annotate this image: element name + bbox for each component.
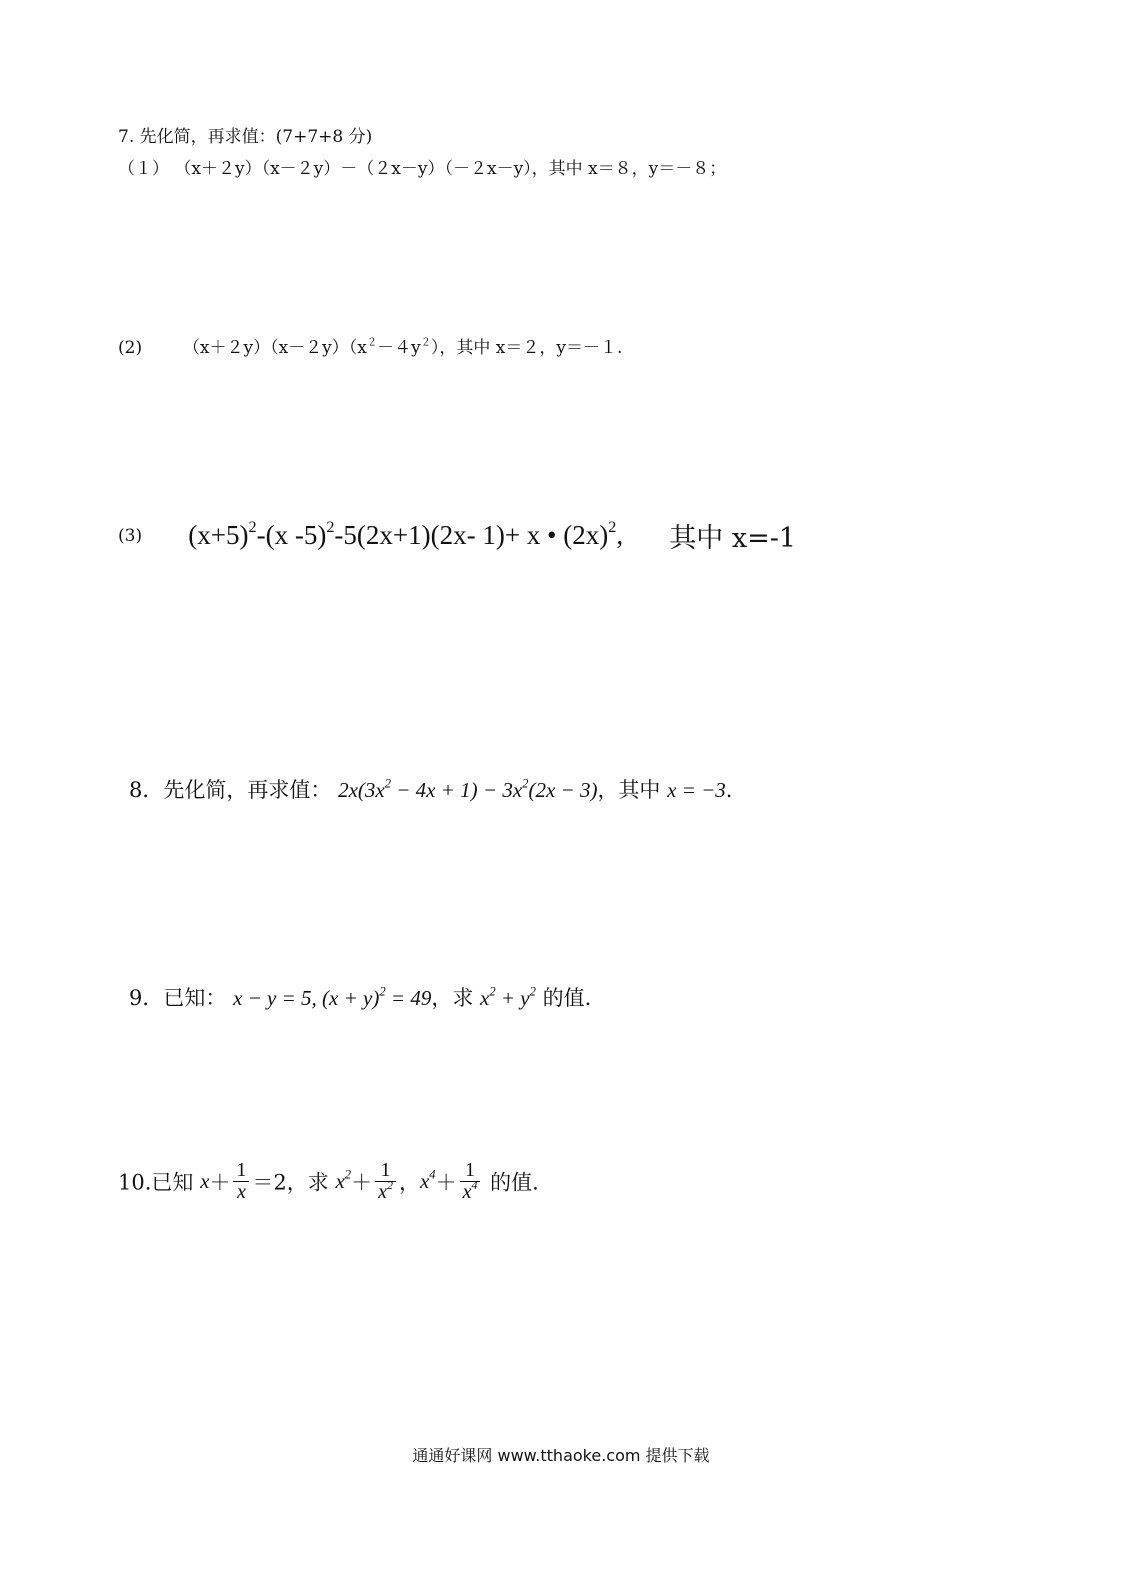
q10-plus1: ＋	[209, 1170, 231, 1195]
q7-part2-mid: －４y	[377, 338, 421, 358]
q10-line	[118, 1160, 539, 1203]
q9-mid: ，求	[431, 986, 481, 1010]
q8-line	[129, 774, 732, 804]
q9-given: x − y = 5, $(x + y)^2 = 49$	[233, 984, 432, 1010]
q9-end: 的值.	[535, 986, 592, 1010]
q7-part2-sup2: ２	[420, 337, 431, 349]
q8-mid: ，其中	[597, 778, 668, 802]
q7-part2-end: ），其中 x＝２，y＝－１.	[430, 338, 623, 358]
q7-part2-number: (2)	[118, 338, 143, 358]
q9-prefix: 9．已知：	[129, 986, 227, 1010]
q10-x1: x	[200, 1169, 210, 1193]
q10-plus2: ＋	[351, 1170, 373, 1195]
q10-fraction-1-over-x2: $\frac{1}{x^2}$	[375, 1160, 396, 1203]
q7-part3	[118, 516, 796, 555]
q7-part1: （１） （x＋２y）（x－２y）－（２x－y）（－２x－y），其中 x＝８，y＝－８；	[118, 159, 727, 179]
q10-sep: ，	[398, 1170, 420, 1195]
q7-part2-expr: （x＋２y）（x－２y）（x	[182, 338, 367, 358]
q10-fraction-1-over-x: $\frac{1}{x}$	[233, 1160, 249, 1203]
q7-part2	[118, 333, 622, 358]
q7-part3-expr: $(x+5)^2-(x$ -5)$^2$-5(2x+1)(2x- 1)+ x • $(2x)^2$,	[188, 517, 624, 550]
q10-x2: $x^2$	[335, 1167, 352, 1193]
q9-target: $x^2 + y^2$	[480, 984, 536, 1010]
q7-heading: 7. 先化简，再求值：(7+7+8 分)	[118, 127, 373, 147]
q7-part2-sup1: ２	[366, 337, 378, 349]
q10-eq: ＝2，求	[252, 1170, 336, 1195]
q7-part3-number: (3)	[118, 525, 143, 546]
q7-part3-condition: 其中 x=-1	[669, 523, 797, 554]
q8-prefix: 8．先化简，再求值：	[129, 778, 332, 802]
q10-fraction-1-over-x4: $\frac{1}{x^4}$	[460, 1160, 481, 1203]
q9-line	[129, 982, 591, 1012]
q8-end: .	[725, 778, 733, 802]
q10-x4: $x^4$	[419, 1167, 436, 1193]
q10-end: 的值.	[483, 1170, 539, 1195]
q8-expression: $2x(3x^2 - 4x + 1) - 3x^2(2x - 3)$	[338, 776, 598, 802]
page-footer: 通通好课网 www.tthaoke.com 提供下载	[412, 1446, 710, 1465]
q10-prefix: 10.已知	[118, 1170, 201, 1195]
q8-condition: x = −3	[667, 778, 726, 802]
q10-plus3: ＋	[435, 1170, 457, 1195]
